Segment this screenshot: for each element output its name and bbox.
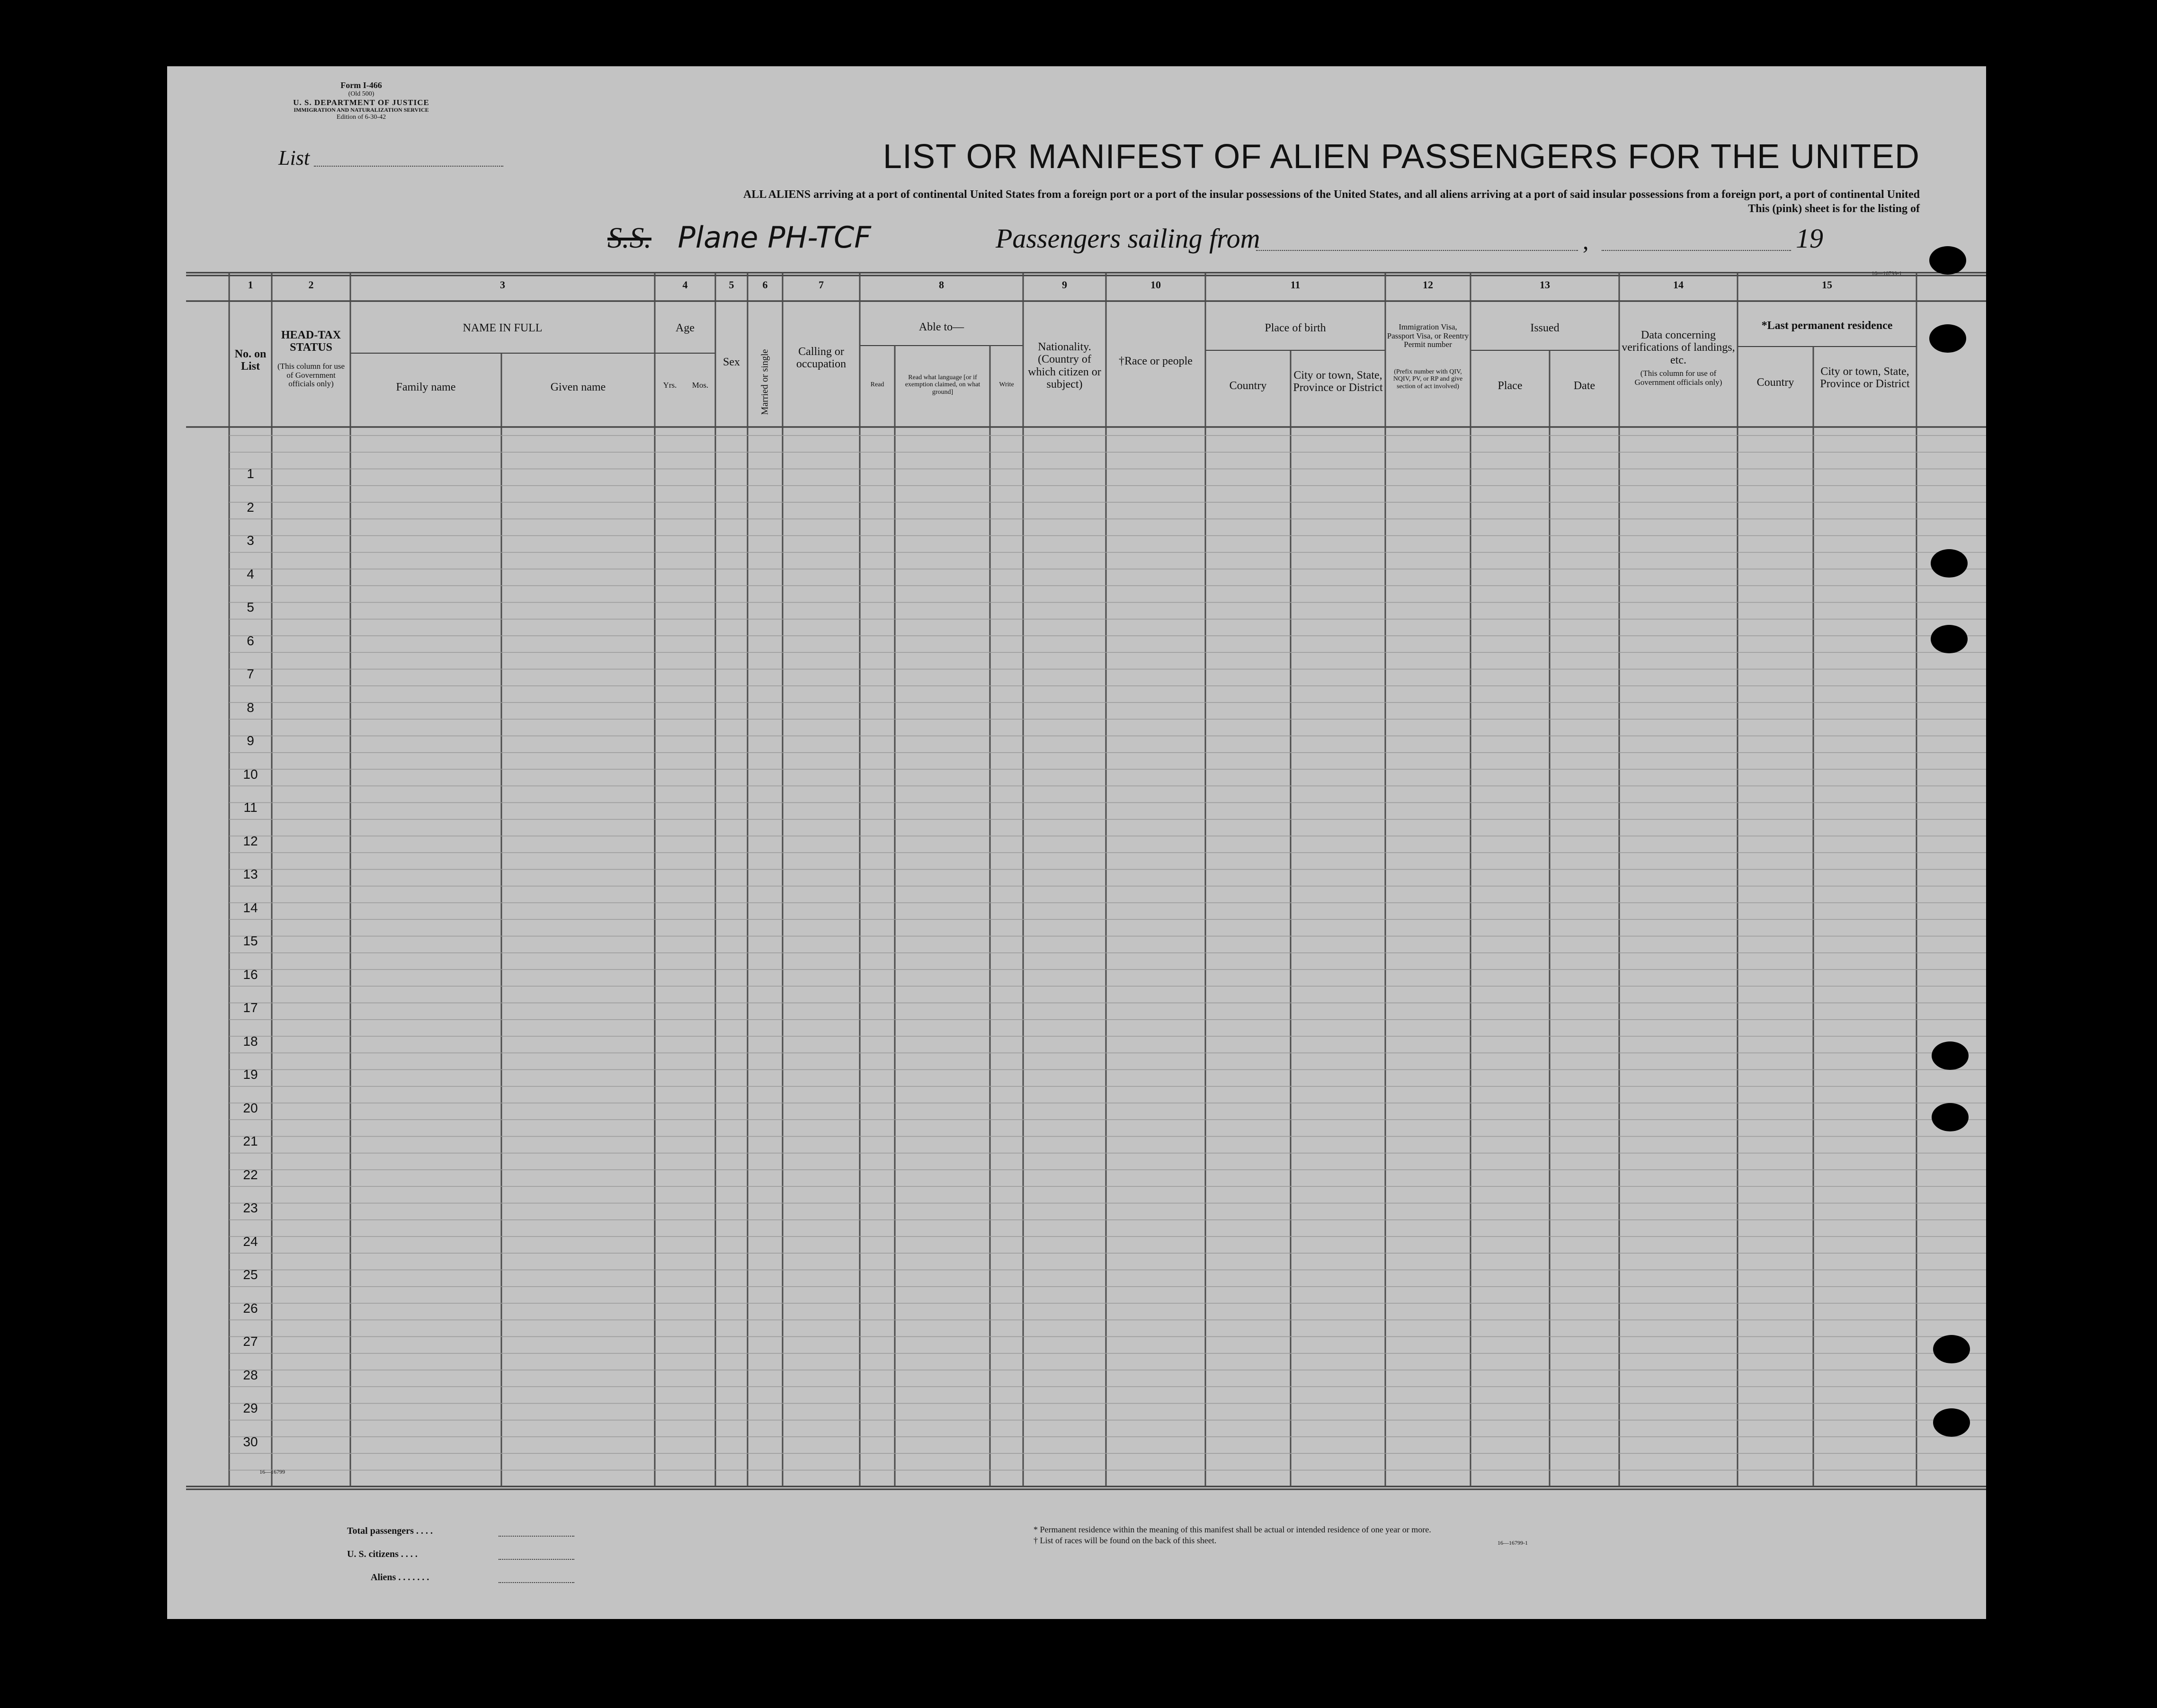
- header-nationality: Nationality. (Country of which citizen or subject): [1028, 341, 1101, 391]
- row-number: 1: [247, 466, 254, 481]
- col-number-15: 15: [1822, 279, 1832, 291]
- header-residence-country: Country: [1756, 376, 1794, 389]
- punch-hole: [1932, 1041, 1969, 1070]
- col-number-3: 3: [500, 279, 505, 291]
- header-head-tax: HEAD-TAX STATUS: [281, 329, 341, 354]
- header-race: †Race or people: [1119, 355, 1193, 367]
- header-age-years: Yrs.: [663, 381, 677, 390]
- row-number: 10: [243, 766, 258, 782]
- col-number-9: 9: [1062, 279, 1067, 291]
- footnote-race-list: † List of races will be found on the back of this sheet.: [1034, 1536, 1217, 1546]
- row-number: 24: [243, 1234, 258, 1249]
- punch-hole: [1929, 324, 1966, 353]
- department-name: U. S. DEPARTMENT OF JUSTICE: [293, 98, 429, 107]
- row-number: 2: [247, 499, 254, 515]
- row-rule-lines: [229, 436, 1986, 1470]
- aliens-label: Aliens . . . . . . .: [371, 1572, 429, 1583]
- punch-hole: [1931, 549, 1968, 578]
- row-number: 13: [243, 867, 258, 881]
- punch-hole: [1931, 625, 1968, 653]
- print-code-bottom: 16—16799-1: [1497, 1539, 1528, 1546]
- row-number: 19: [243, 1067, 258, 1082]
- us-citizens-field[interactable]: [499, 1559, 574, 1560]
- col-number-14: 14: [1673, 279, 1684, 291]
- col-number-6: 6: [762, 279, 768, 291]
- punch-hole: [1933, 1335, 1970, 1363]
- header-occupation: Calling or occupation: [796, 346, 847, 371]
- date-comma: ,: [1583, 228, 1589, 254]
- footnotes: [1034, 1524, 1649, 1547]
- header-no-on-list: No. on List: [234, 348, 267, 373]
- row-number: 5: [247, 600, 254, 614]
- row-number: 21: [243, 1134, 258, 1148]
- row-number: 30: [243, 1434, 258, 1449]
- service-name: IMMIGRATION AND NATURALIZATION SERVICE: [294, 107, 429, 114]
- subtitle-line-2: This (pink) sheet is for the listing of: [1748, 203, 1920, 215]
- col-number-5: 5: [729, 279, 734, 291]
- col-number-11: 11: [1290, 279, 1301, 291]
- print-code-left: 16—16799: [259, 1468, 285, 1475]
- header-place-of-birth: Place of birth: [1265, 322, 1326, 334]
- col-number-4: 4: [682, 279, 688, 291]
- sailing-from-label: Passengers sailing from: [996, 223, 1260, 254]
- header-given-name: Given name: [550, 381, 606, 393]
- header-birth-city: City or town, State, Province or District: [1293, 369, 1383, 394]
- header-verification: Data concerning verifications of landings, etc.: [1622, 329, 1735, 366]
- total-passengers-field[interactable]: [499, 1536, 574, 1537]
- header-age-months: Mos.: [692, 381, 709, 390]
- row-number: 26: [243, 1300, 258, 1316]
- row-number: 20: [243, 1100, 258, 1115]
- col-number-8: 8: [939, 279, 944, 291]
- row-number: 28: [243, 1367, 258, 1382]
- print-code-top: 16—16799-1: [1872, 270, 1902, 276]
- header-able-to: Able to—: [918, 321, 964, 333]
- page-title: LIST OR MANIFEST OF ALIEN PASSENGERS FOR THE UNITED: [882, 138, 1920, 176]
- header-write: Write: [999, 381, 1014, 388]
- row-number: 22: [243, 1167, 258, 1182]
- header-last-residence: *Last permanent residence: [1761, 320, 1893, 332]
- row-number: 12: [243, 833, 258, 848]
- col-number-12: 12: [1423, 279, 1433, 291]
- row-number: 6: [247, 633, 254, 648]
- form-old-number: (Old 500): [348, 90, 374, 98]
- row-number: 9: [247, 733, 254, 748]
- row-number: 7: [247, 667, 254, 681]
- row-number: 8: [247, 700, 254, 715]
- aliens-field[interactable]: [499, 1582, 574, 1583]
- row-number: 11: [243, 800, 258, 815]
- manifest-sheet: [167, 66, 1986, 1619]
- list-label: List: [278, 146, 310, 169]
- vessel-handwritten: Plane PH-TCF: [677, 220, 871, 255]
- col-number-13: 13: [1540, 279, 1550, 291]
- header-visa-number: Immigration Visa, Passport Visa, or Reentry Permit number: [1387, 322, 1469, 349]
- form-edition: Edition of 6-30-42: [336, 114, 386, 121]
- header-issued: Issued: [1530, 322, 1560, 334]
- total-passengers-label: Total passengers . . . .: [347, 1526, 433, 1536]
- row-number: 3: [247, 533, 254, 548]
- punch-hole: [1932, 1103, 1969, 1131]
- header-verification-note: (This column for use of Government officials only): [1634, 369, 1722, 387]
- col-number-10: 10: [1150, 279, 1161, 291]
- row-number: 16: [243, 967, 258, 982]
- row-number: 27: [243, 1334, 258, 1349]
- header-residence-city: City or town, State, Province or District: [1820, 365, 1910, 391]
- row-number: 4: [247, 566, 254, 581]
- row-number: 14: [243, 900, 258, 915]
- header-sex: Sex: [723, 356, 740, 368]
- header-age: Age: [676, 322, 695, 334]
- col-number-7: 7: [819, 279, 824, 291]
- header-read-language: Read what language [or if exemption claimed, on what ground]: [905, 374, 980, 396]
- manifest-table-grid: [167, 66, 1986, 1619]
- row-number: 15: [243, 934, 258, 948]
- form-number: Form I-466: [340, 80, 382, 90]
- punch-hole: [1933, 1408, 1970, 1437]
- row-number: 18: [243, 1033, 258, 1049]
- col-number-2: 2: [308, 279, 314, 291]
- punch-hole: [1929, 246, 1966, 275]
- header-name-in-full: NAME IN FULL: [463, 322, 543, 334]
- us-citizens-label: U. S. citizens . . . .: [347, 1549, 418, 1559]
- header-visa-note: (Prefix number with QIV, NQIV, PV, or RP and give section of act involved): [1393, 368, 1463, 390]
- header-married-single: Married or single: [759, 349, 770, 415]
- header-issued-date: Date: [1573, 380, 1595, 392]
- row-number: 25: [243, 1267, 258, 1282]
- header-head-tax-note: (This column for use of Government officials only): [277, 362, 345, 389]
- year-prefix: 19: [1796, 223, 1823, 254]
- ss-printed-label: S.S.: [607, 222, 651, 254]
- row-number: 23: [243, 1201, 258, 1215]
- footnote-permanent-residence: * Permanent residence within the meaning of this manifest shall be actual or intended residence of one year or more.: [1034, 1525, 1431, 1534]
- row-number: 17: [243, 1000, 258, 1015]
- subtitle-line-1: ALL ALIENS arriving at a port of continental United States from a foreign port or a port of the insular possessions of the United States, and all aliens arriving at a port of said insular possessions from a foreign port, a port of continental United: [743, 188, 1920, 201]
- header-issued-place: Place: [1497, 380, 1523, 392]
- header-family-name: Family name: [396, 381, 456, 393]
- row-number: 29: [243, 1401, 258, 1415]
- col-number-1: 1: [248, 279, 253, 291]
- header-birth-country: Country: [1229, 380, 1267, 392]
- header-read: Read: [870, 381, 884, 388]
